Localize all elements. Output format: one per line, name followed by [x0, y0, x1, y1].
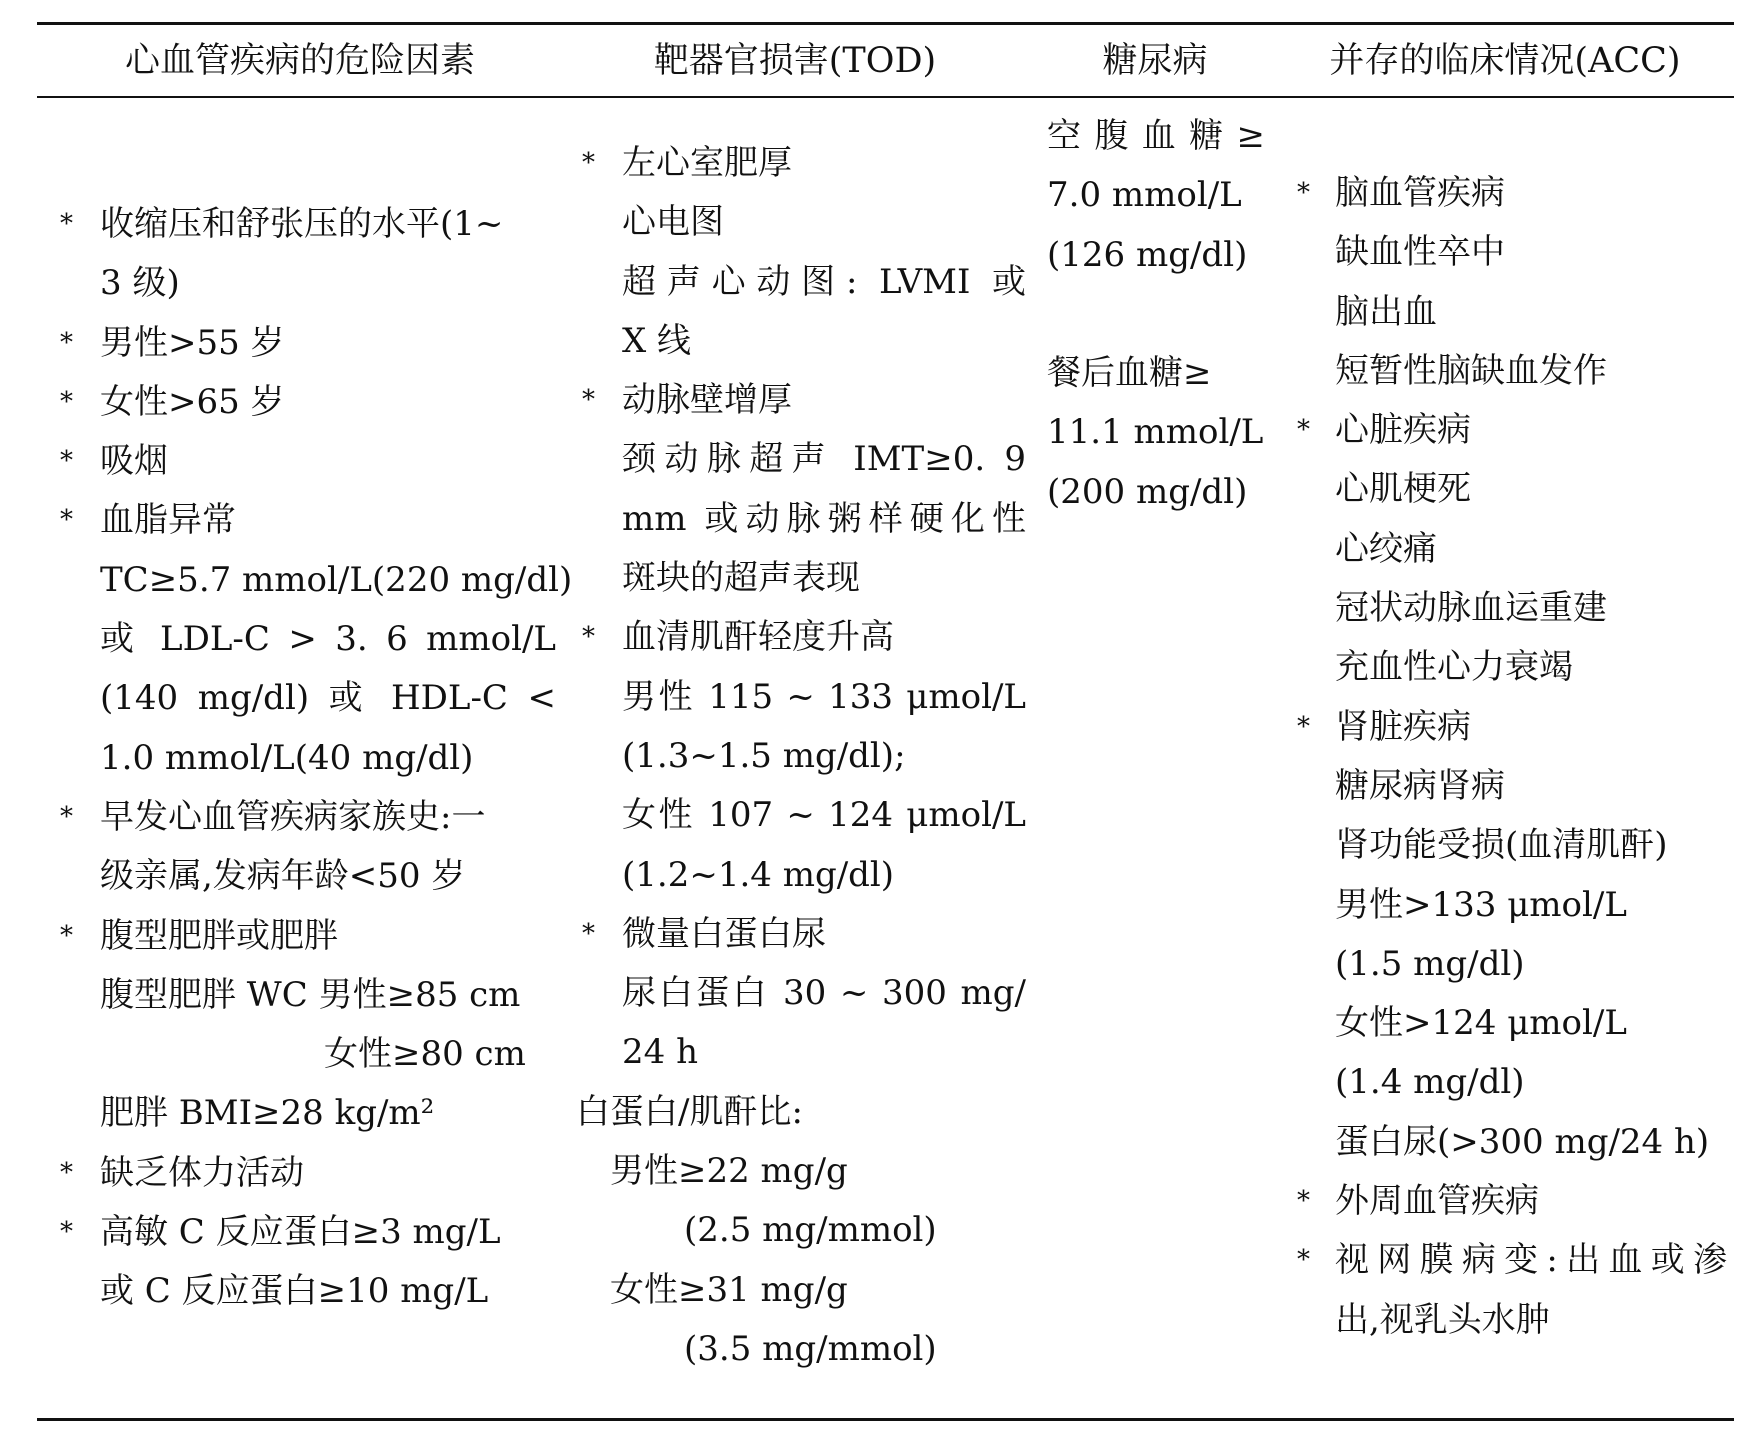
col1-line	[100, 847, 556, 906]
col1-line	[60, 373, 556, 432]
col2-line	[582, 608, 1026, 667]
col4-line	[1335, 460, 1727, 519]
col2-line-text: 尿白蛋白 30 ~ 300 mg/	[622, 973, 1026, 1014]
col2-line-text: 微量白蛋白尿	[622, 913, 826, 954]
col4-line-text: 充血性心力衰竭	[1335, 647, 1573, 688]
col2-line	[622, 490, 1026, 549]
col4-line	[1335, 342, 1727, 401]
col2-line-text: 左心室肥厚	[622, 143, 792, 183]
col2-line	[622, 727, 1026, 786]
col1-line	[60, 1203, 556, 1262]
diabetes-column	[1047, 107, 1265, 522]
col3-line	[1047, 285, 1265, 344]
col4-line	[1297, 401, 1727, 460]
bullet-asterisk-icon: *	[1297, 178, 1310, 208]
bullet-asterisk-icon: *	[1297, 415, 1310, 446]
col2-line	[610, 1142, 1026, 1201]
bullet-asterisk-icon: *	[60, 1157, 73, 1188]
header-risk-factors: 心血管疾病的危险因素	[124, 41, 475, 81]
col2-line	[622, 430, 1026, 489]
col2-line-text: 24 h	[622, 1032, 698, 1073]
col1-line	[60, 314, 556, 373]
col1-line-text: TC≥5.7 mmol/L(220 mg/dl)	[100, 559, 573, 600]
bullet-asterisk-icon: *	[60, 209, 73, 239]
col1-line	[100, 729, 556, 788]
col2-line	[576, 1083, 1026, 1142]
col1-line-text: 女性≥80 cm	[324, 1034, 526, 1075]
col2-line	[622, 193, 1026, 252]
col3-line	[1047, 403, 1265, 462]
col2-line	[684, 1320, 1026, 1379]
col2-line	[610, 1261, 1026, 1320]
col1-line	[60, 907, 556, 966]
col4-line-text: 肾脏疾病	[1335, 706, 1471, 747]
col2-line-text: 女性 107 ~ 124 μmol/L	[622, 795, 1026, 836]
col2-line-text: 血清肌酐轻度升高	[622, 617, 894, 658]
col1-line-text: 吸烟	[100, 441, 168, 482]
col1-line-text: 缺乏体力活动	[100, 1152, 304, 1193]
col1-line-text: 男性>55 岁	[100, 322, 285, 363]
table-top-rule	[37, 22, 1734, 25]
col2-line-text: (1.3~1.5 mg/dl);	[622, 735, 906, 776]
col4-line-text: 出,视乳头水肿	[1335, 1299, 1550, 1340]
col1-line	[60, 432, 556, 491]
bullet-asterisk-icon: *	[60, 801, 73, 832]
col4-line-text: 短暂性脑缺血发作	[1335, 350, 1607, 391]
col4-line	[1335, 1291, 1727, 1350]
header-clinical-conditions: 并存的临床情况(ACC)	[1329, 41, 1681, 81]
col4-line-text: (1.5 mg/dl)	[1335, 943, 1525, 984]
col1-line-text: 女性>65 岁	[100, 381, 285, 422]
col4-line-text: (1.4 mg/dl)	[1335, 1062, 1525, 1103]
col1-line-text: 腹型肥胖 WC 男性≥85 cm	[100, 974, 521, 1015]
col1-line-text: 1.0 mmol/L(40 mg/dl)	[100, 737, 474, 778]
col4-line	[1335, 1053, 1727, 1112]
col2-line-text: X 线	[622, 320, 692, 361]
col4-line-text: 男性>133 μmol/L	[1335, 884, 1627, 925]
col2-line-text: (1.2~1.4 mg/dl)	[622, 854, 895, 895]
col2-line	[582, 905, 1026, 964]
risk-factors-column	[60, 195, 573, 1322]
col1-line	[60, 491, 556, 550]
table-header-rule	[37, 96, 1734, 98]
col2-line	[622, 312, 1026, 371]
col2-line-text: (3.5 mg/mmol)	[684, 1328, 937, 1369]
col4-line	[1297, 164, 1727, 223]
col2-line-text: (2.5 mg/mmol)	[684, 1210, 937, 1251]
col3-line	[1047, 107, 1265, 166]
col1-line-text: 腹型肥胖或肥胖	[100, 915, 338, 956]
bullet-asterisk-icon: *	[582, 918, 595, 949]
col3-line-text: 11.1 mmol/L	[1047, 412, 1264, 453]
col2-line	[622, 786, 1026, 845]
col4-line	[1335, 876, 1727, 935]
col4-line-text: 心绞痛	[1335, 528, 1437, 569]
col4-line	[1335, 994, 1727, 1053]
col4-line-text: 糖尿病肾病	[1335, 765, 1505, 806]
col1-line	[100, 254, 556, 313]
col1-line-text: 早发心血管疾病家族史:一	[100, 796, 486, 837]
col1-line-text: 收缩压和舒张压的水平(1~	[100, 204, 504, 244]
col4-line	[1335, 935, 1727, 994]
col1-line	[100, 610, 556, 669]
table-bottom-rule	[37, 1418, 1734, 1421]
col2-line-text: 斑块的超声表现	[622, 558, 860, 599]
col4-line	[1335, 283, 1727, 342]
bullet-asterisk-icon: *	[1297, 711, 1310, 742]
header-target-organ-damage: 靶器官损害(TOD)	[653, 41, 937, 81]
col3-line-text: 7.0 mmol/L	[1047, 175, 1242, 216]
col2-line-text: 男性 115 ~ 133 μmol/L	[622, 676, 1026, 717]
col1-line-text: 级亲属,发病年龄<50 岁	[100, 856, 466, 897]
col2-line-text: 心电图	[622, 202, 724, 243]
bullet-asterisk-icon: *	[60, 920, 73, 951]
col2-line	[622, 1023, 1026, 1082]
col4-line-text: 脑血管疾病	[1335, 173, 1505, 213]
col2-line-text: 白蛋白/肌酐比:	[576, 1091, 803, 1132]
col4-line-text: 冠状动脉血运重建	[1335, 588, 1607, 629]
bullet-asterisk-icon: *	[1297, 1245, 1310, 1276]
col4-line-text: 心肌梗死	[1335, 469, 1471, 510]
col4-line	[1335, 1113, 1727, 1172]
col4-line	[1297, 1172, 1727, 1231]
bullet-asterisk-icon: *	[60, 505, 73, 536]
bullet-asterisk-icon: *	[582, 148, 595, 178]
bullet-asterisk-icon: *	[60, 386, 73, 417]
col4-line-text: 脑出血	[1335, 291, 1437, 332]
col2-line-text: 动脉壁增厚	[622, 380, 792, 421]
target-organ-damage-column	[576, 134, 1026, 1379]
col4-line-text: 肾功能受损(血清肌酐)	[1335, 825, 1668, 866]
col1-line	[60, 788, 556, 847]
col1-line-text: 高敏 C 反应蛋白≥3 mg/L	[100, 1212, 501, 1253]
col4-line	[1335, 816, 1727, 875]
col4-line-text: 蛋白尿(>300 mg/24 h)	[1335, 1121, 1710, 1162]
col1-line-text: 或 LDL-C > 3. 6 mmol/L	[100, 619, 556, 660]
col2-line-text: mm 或动脉粥样硬化性	[622, 498, 1026, 539]
col3-line-text: (126 mg/dl)	[1047, 234, 1248, 275]
col4-line-text: 心脏疾病	[1335, 410, 1471, 451]
col1-line	[60, 195, 556, 254]
col3-line-text: 餐后血糖≥	[1047, 353, 1212, 394]
col1-line-text: 血脂异常	[100, 500, 236, 541]
col2-line	[582, 371, 1026, 430]
col1-line-text: 肥胖 BMI≥28 kg/m²	[100, 1093, 435, 1134]
col4-line	[1335, 638, 1727, 697]
col2-line	[622, 253, 1026, 312]
col4-line	[1335, 520, 1727, 579]
col2-line-text: 颈动脉超声 IMT≥0. 9	[622, 439, 1026, 480]
col2-line	[684, 1201, 1026, 1260]
col4-line-text: 女性>124 μmol/L	[1335, 1003, 1627, 1044]
col4-line	[1335, 579, 1727, 638]
clinical-conditions-column	[1297, 164, 1727, 1350]
col2-line-text: 女性≥31 mg/g	[610, 1269, 848, 1310]
col3-line	[1047, 166, 1265, 225]
col3-line-text: (200 mg/dl)	[1047, 471, 1248, 512]
bullet-asterisk-icon: *	[1297, 1186, 1310, 1217]
col4-line	[1335, 223, 1727, 282]
col1-line-text: 或 C 反应蛋白≥10 mg/L	[100, 1271, 489, 1312]
col1-line	[324, 1025, 556, 1084]
col1-line-text: 3 级)	[100, 263, 180, 304]
bullet-asterisk-icon: *	[60, 446, 73, 477]
col2-line	[622, 668, 1026, 727]
col1-line	[100, 669, 556, 728]
col2-line	[622, 549, 1026, 608]
col4-line-text: 外周血管疾病	[1335, 1181, 1539, 1222]
col4-line	[1297, 1231, 1727, 1290]
col2-line	[582, 134, 1026, 193]
col3-line	[1047, 226, 1265, 285]
col3-line-text: 空腹血糖≥	[1047, 116, 1265, 156]
col2-line-text: 男性≥22 mg/g	[610, 1151, 848, 1192]
col3-line	[1047, 344, 1265, 403]
col2-line-text: 超声心动图: LVMI 或	[622, 261, 1026, 302]
col1-line-text: (140 mg/dl) 或 HDL-C <	[100, 678, 556, 719]
col4-line	[1297, 698, 1727, 757]
bullet-asterisk-icon: *	[60, 1217, 73, 1248]
bullet-asterisk-icon: *	[582, 622, 595, 653]
col4-line-text: 视网膜病变:出血或渗	[1335, 1240, 1727, 1281]
col3-line	[1047, 463, 1265, 522]
bullet-asterisk-icon: *	[60, 327, 73, 358]
col4-line	[1335, 757, 1727, 816]
col2-line	[622, 964, 1026, 1023]
header-diabetes: 糖尿病	[1102, 41, 1208, 81]
col2-line	[622, 846, 1026, 905]
col1-line	[100, 1262, 556, 1321]
col1-line	[60, 1144, 556, 1203]
col4-line-text: 缺血性卒中	[1335, 232, 1505, 273]
bullet-asterisk-icon: *	[582, 385, 595, 416]
col1-line	[100, 1084, 556, 1143]
col1-line	[100, 551, 573, 610]
col1-line	[100, 966, 556, 1025]
